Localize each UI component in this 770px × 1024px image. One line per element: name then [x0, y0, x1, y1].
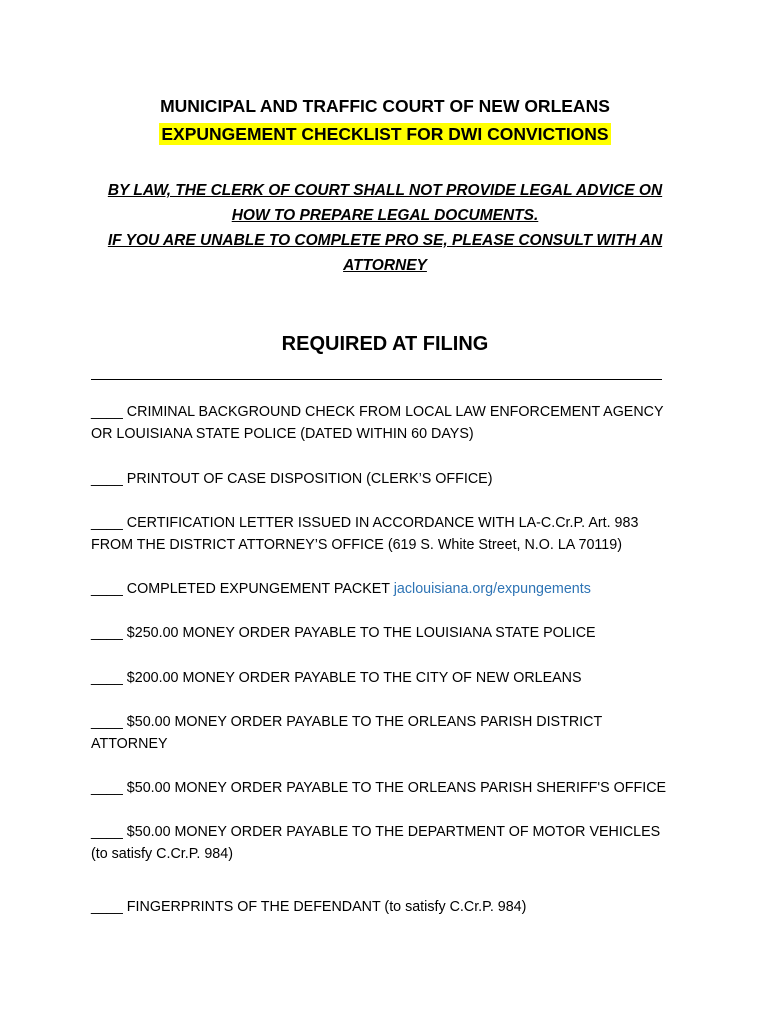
item-text-continued: (to satisfy C.Cr.P. 984) [91, 846, 233, 862]
item-text: $50.00 MONEY ORDER PAYABLE TO THE ORLEANS PARISH DISTRICT [126, 714, 603, 730]
item-text: CRIMINAL BACKGROUND CHECK FROM LOCAL LAW ENFORCEMENT AGENCY [126, 404, 664, 420]
checkbox-blank: ____ [91, 714, 123, 730]
item-text: $50.00 MONEY ORDER PAYABLE TO THE ORLEANS PARISH SHERIFF'S OFFICE [126, 780, 667, 796]
section-heading: REQUIRED AT FILING [281, 333, 489, 355]
checkbox-blank: ____ [91, 471, 123, 487]
document-subtitle-container [0, 124, 770, 145]
item-text-continued: OR LOUISIANA STATE POLICE (DATED WITHIN 60 DAYS) [91, 426, 474, 442]
document-title: MUNICIPAL AND TRAFFIC COURT OF NEW ORLEANS [160, 96, 610, 116]
warning-line: ATTORNEY [343, 257, 427, 274]
warning-line: BY LAW, THE CLERK OF COURT SHALL NOT PROVIDE LEGAL ADVICE ON [107, 182, 663, 199]
checkbox-blank: ____ [91, 404, 123, 420]
checklist-item-expungement-packet [91, 578, 691, 600]
item-text: COMPLETED EXPUNGEMENT PACKET [126, 581, 390, 597]
document-subtitle: EXPUNGEMENT CHECKLIST FOR DWI CONVICTIONS [161, 124, 609, 144]
item-text: PRINTOUT OF CASE DISPOSITION (CLERK’S OFFICE) [126, 471, 493, 487]
expungements-link[interactable]: jaclouisiana.org/expungements [393, 581, 591, 597]
checklist-item-fingerprints [91, 896, 691, 918]
legal-advice-warning [85, 178, 685, 278]
checklist-item-case-disposition [91, 468, 691, 490]
checklist-item-district-attorney-fee [91, 711, 691, 755]
warning-line: HOW TO PREPARE LEGAL DOCUMENTS. [231, 207, 539, 224]
checklist-item-background-check [91, 401, 691, 445]
item-text: $50.00 MONEY ORDER PAYABLE TO THE DEPARTMENT OF MOTOR VEHICLES [126, 824, 661, 840]
checkbox-blank: ____ [91, 780, 123, 796]
checklist-item-state-police-fee [91, 622, 691, 644]
checkbox-blank: ____ [91, 824, 123, 840]
checkbox-blank: ____ [91, 581, 123, 597]
checkbox-blank: ____ [91, 625, 123, 641]
item-text: $250.00 MONEY ORDER PAYABLE TO THE LOUISIANA STATE POLICE [126, 625, 596, 641]
item-text-continued: FROM THE DISTRICT ATTORNEY’S OFFICE (619 S. White Street, N.O. LA 70119) [91, 537, 622, 553]
item-text: CERTIFICATION LETTER ISSUED IN ACCORDANCE WITH LA-C.Cr.P. Art. 983 [126, 515, 639, 531]
warning-line: IF YOU ARE UNABLE TO COMPLETE PRO SE, PLEASE CONSULT WITH AN [107, 232, 663, 249]
checkbox-blank: ____ [91, 899, 123, 915]
heading-divider [91, 379, 662, 380]
checkbox-blank: ____ [91, 515, 123, 531]
checklist-item-dmv-fee [91, 821, 691, 865]
checklist-item-sheriff-fee [91, 777, 691, 799]
item-text: FINGERPRINTS OF THE DEFENDANT (to satisfy C.Cr.P. 984) [126, 899, 527, 915]
checkbox-blank: ____ [91, 670, 123, 686]
item-text-continued: ATTORNEY [91, 736, 168, 752]
checklist-item-certification-letter [91, 512, 691, 556]
checklist-item-city-fee [91, 667, 691, 689]
item-text: $200.00 MONEY ORDER PAYABLE TO THE CITY OF NEW ORLEANS [126, 670, 582, 686]
